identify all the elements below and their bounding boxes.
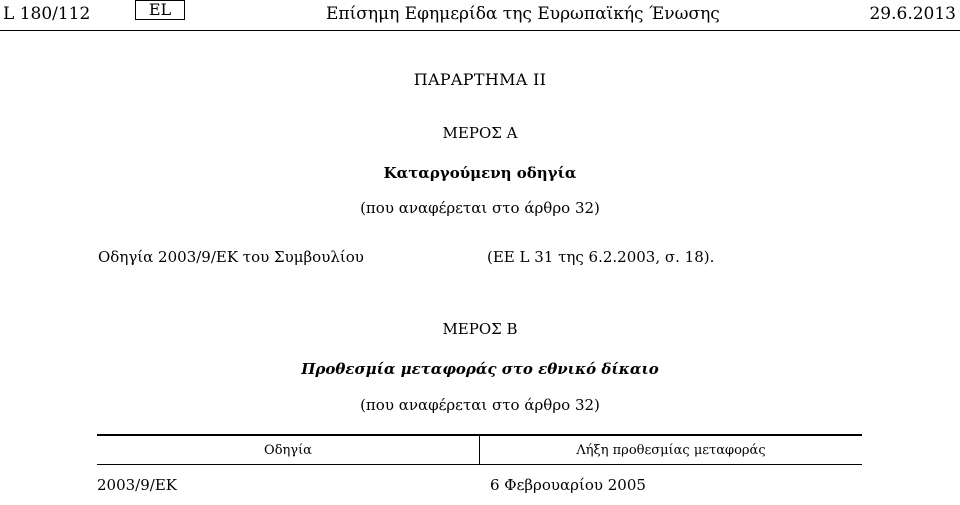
journal-title: Επίσημη Εφημερίδα της Ευρωπαϊκής Ένωσης bbox=[326, 4, 720, 24]
part-b-heading: ΜΕΡΟΣ B bbox=[442, 320, 518, 338]
part-b-article-reference: (που αναφέρεται στο άρθρο 32) bbox=[360, 396, 600, 414]
header-divider bbox=[0, 30, 960, 31]
part-a-article-reference: (που αναφέρεται στο άρθρο 32) bbox=[360, 199, 600, 217]
table-header-deadline: Λήξη προθεσμίας μεταφοράς bbox=[576, 443, 766, 458]
table-cell-directive: 2003/9/ΕΚ bbox=[97, 476, 177, 494]
language-badge: EL bbox=[135, 0, 185, 20]
page-header bbox=[0, 0, 960, 32]
publication-date: 29.6.2013 bbox=[869, 4, 956, 24]
page-reference: L 180/112 bbox=[3, 4, 91, 24]
repealed-directive-title: Καταργούμενη οδηγία bbox=[383, 164, 577, 182]
table-header-rule bbox=[97, 464, 862, 465]
repealed-directive-name: Οδηγία 2003/9/ΕΚ του Συμβουλίου bbox=[98, 248, 364, 266]
annex-title: ΠΑΡΑΡΤΗΜΑ II bbox=[413, 70, 547, 89]
transposition-deadline-title: Προθεσμία μεταφοράς στο εθνικό δίκαιο bbox=[301, 360, 659, 378]
table-header-directive: Οδηγία bbox=[264, 443, 312, 458]
part-a-heading: ΜΕΡΟΣ A bbox=[442, 124, 518, 142]
table-cell-deadline: 6 Φεβρουαρίου 2005 bbox=[490, 476, 646, 494]
repealed-directive-publication: (ΕΕ L 31 της 6.2.2003, σ. 18). bbox=[487, 248, 715, 266]
